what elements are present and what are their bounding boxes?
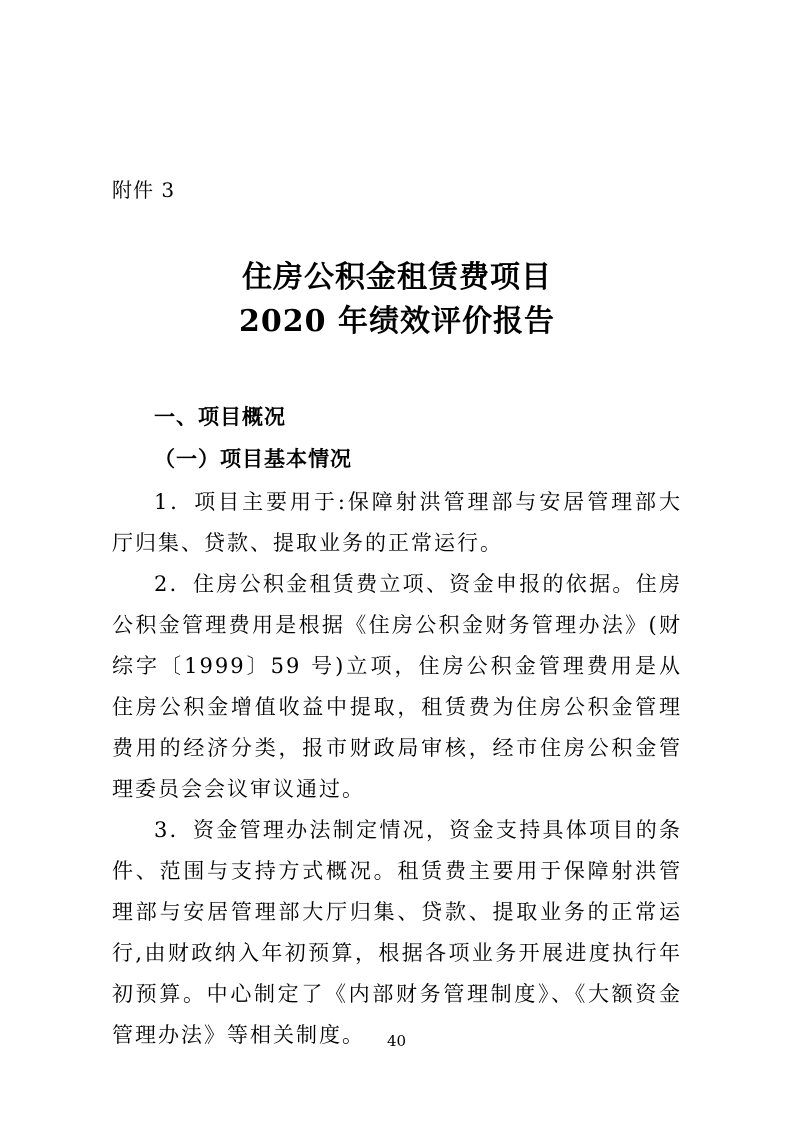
document-title-line-1: 住房公积金租赁费项目 <box>242 260 552 295</box>
paragraph-2: 2．住房公积金租赁费立项、资金申报的依据。住房公积金管理费用是根据《住房公积金财务管理办法》(财综字〔1999〕59 号)立项，住房公积金管理费用是从住房公积金增值收益中提取，租赁费为住房公积金管理费用的经济分类，报市财政局审核，经市住房公积金管理委员会会议审议通过。 <box>112 572 682 801</box>
paragraph-3: 3．资金管理办法制定情况，资金支持具体项目的条件、范围与支持方式概况。租赁费主要用于保障射洪管理部与安居管理部大厅归集、贷款、提取业务的正常运行,由财政纳入年初预算，根据各项业务开展进度执行年初预算。中心制定了《内部财务管理制度》、《大额资金管理办法》等相关制度。 <box>112 818 682 1047</box>
page-number: 40 <box>386 1032 407 1050</box>
attachment-label: 附件 3 <box>112 178 176 202</box>
subsection-heading: （一）项目基本情况 <box>154 446 352 471</box>
document-body <box>112 396 682 1056</box>
paragraph-1: 1．项目主要用于:保障射洪管理部与安居管理部大厅归集、贷款、提取业务的正常运行。 <box>112 490 682 555</box>
section-heading: 一、项目概况 <box>154 405 286 429</box>
document-title <box>112 256 682 344</box>
document-title-line-2: 2020 年绩效评价报告 <box>239 304 555 339</box>
